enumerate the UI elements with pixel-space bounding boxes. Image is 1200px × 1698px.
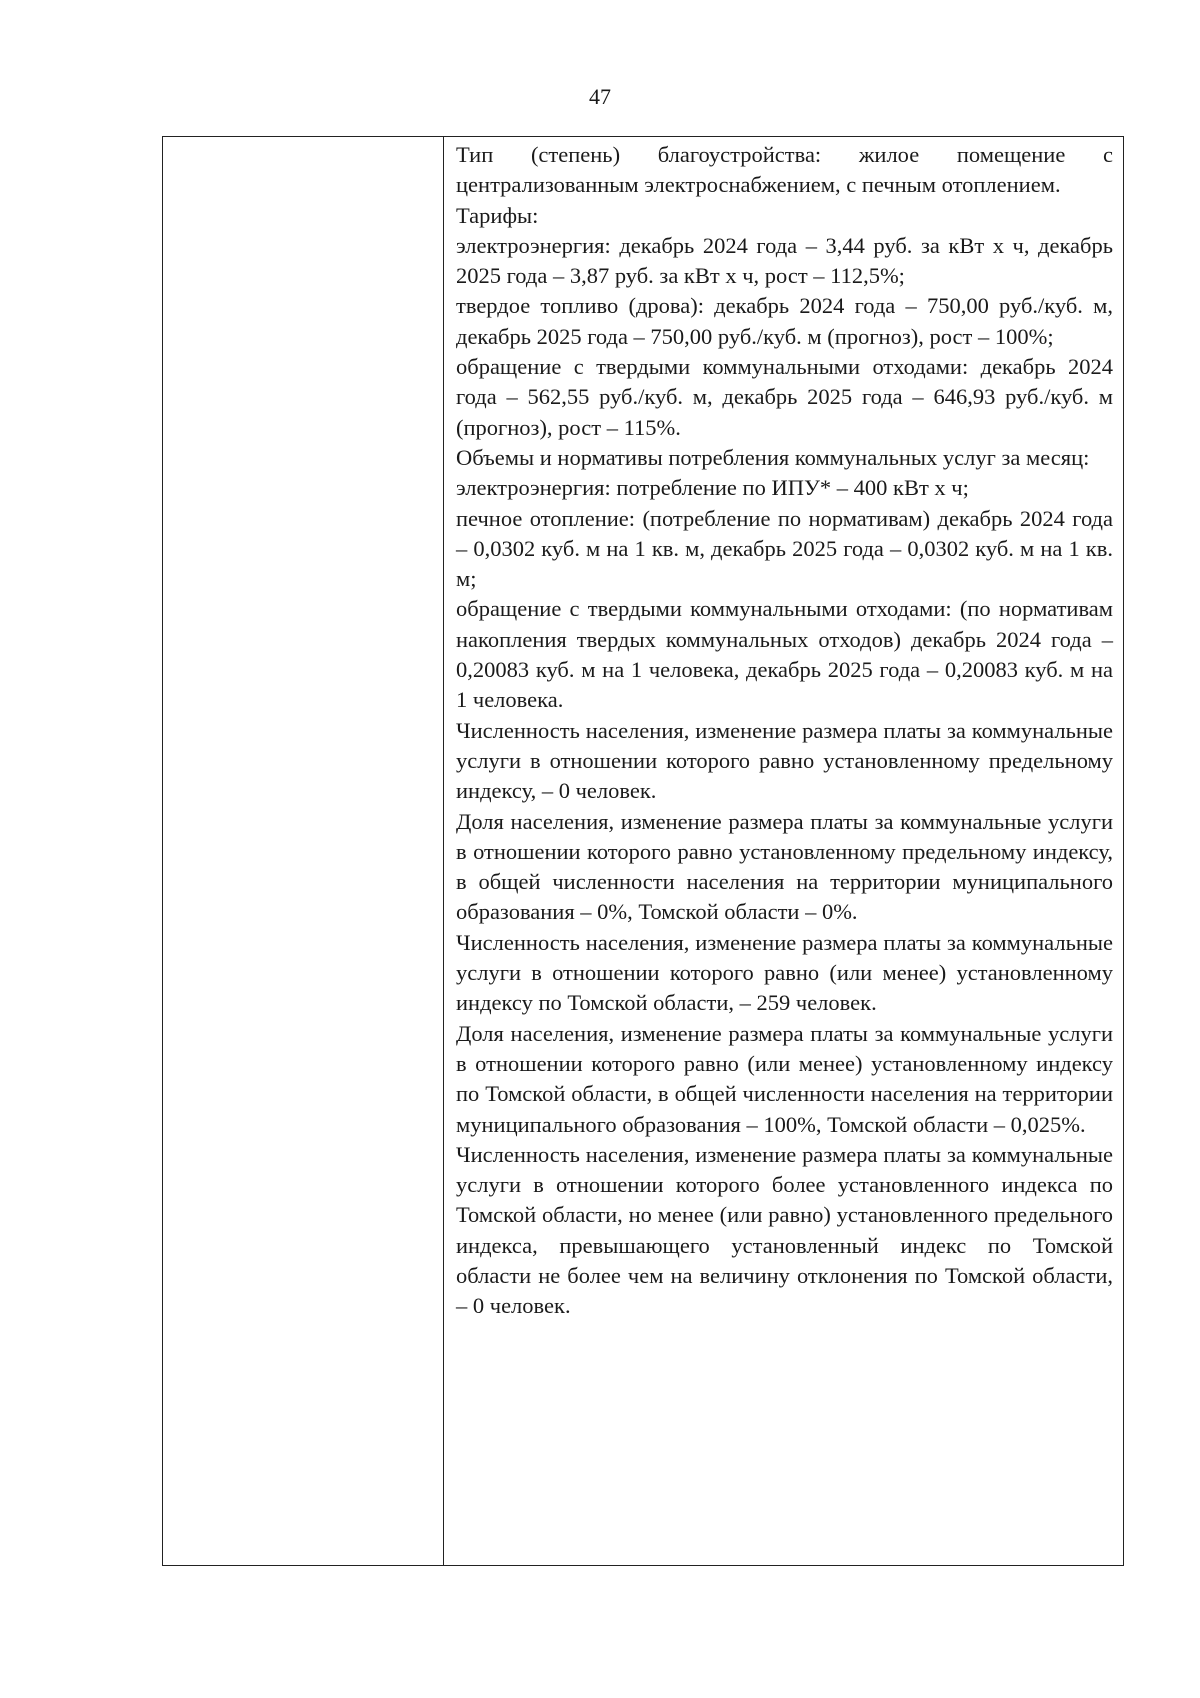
- page-number: 47: [589, 84, 611, 109]
- paragraph-population-below-index: Численность населения, изменение размера платы за коммунальные услуги в отношении которого равно (или менее) установленному индексу по Томской области, – 259 человек.: [456, 929, 1113, 1016]
- paragraph-amenity-type: Тип (степень) благоустройства: жилое помещение с централизованным электроснабжением, с печным отоплением.: [456, 142, 1113, 198]
- document-table: [162, 136, 1124, 1566]
- paragraph-share-equal-limit: Доля населения, изменение размера платы за коммунальные услуги в отношении которого равно установленному предельному индексу, в общей численности населения на территории муниципального образования – 0%, Томской области – 0%.: [456, 808, 1113, 925]
- paragraph-tariff-waste: обращение с твердыми коммунальными отходами: декабрь 2024 года – 562,55 руб./куб. м, декабрь 2025 года – 646,93 руб./куб. м (прогноз), рост – 115%.: [456, 354, 1113, 440]
- paragraph-tariff-electricity: электроэнергия: декабрь 2024 года – 3,44 руб. за кВт х ч, декабрь 2025 года – 3,87 руб. за кВт х ч, рост – 112,5%;: [456, 232, 1113, 289]
- paragraph-share-below-index: Доля населения, изменение размера платы за коммунальные услуги в отношении которого равно (или менее) установленному индексу по Томской области, в общей численности населения на территории муниципального образования – 100%, Томской области – 0,025%.: [456, 1020, 1113, 1137]
- paragraph-population-equal-limit: Численность населения, изменение размера платы за коммунальные услуги в отношении которого равно установленному предельному индексу, – 0 человек.: [456, 717, 1113, 804]
- paragraph-volume-waste: обращение с твердыми коммунальными отходами: (по нормативам накопления твердых коммунальных отходов) декабрь 2024 года – 0,20083 куб. м на 1 человека, декабрь 2025 года – 0,20083 куб. м на 1 человека.: [456, 596, 1113, 713]
- paragraph-volume-stove-heating: печное отопление: (потребление по нормативам) декабрь 2024 года – 0,0302 куб. м на 1 кв. м, декабрь 2025 года – 0,0302 куб. м на 1 кв. м;: [456, 505, 1113, 592]
- paragraph-volume-electricity: электроэнергия: потребление по ИПУ* – 400 кВт х ч;: [456, 475, 969, 501]
- paragraph-population-above-index: Численность населения, изменение размера платы за коммунальные услуги в отношении которого более установленного индекса по Томской области, но менее (или равно) установленного предельного индекса, превышающего установленный индекс по Томской области не более чем на величину отклонения по Томской области, – 0 человек.: [456, 1141, 1113, 1319]
- paragraph-tariff-solid-fuel: твердое топливо (дрова): декабрь 2024 года – 750,00 руб./куб. м, декабрь 2025 года – 750,00 руб./куб. м (прогноз), рост – 100%;: [456, 293, 1113, 349]
- paragraph-volumes-heading: Объемы и нормативы потребления коммунальных услуг за месяц:: [456, 444, 1090, 470]
- table-cell-left-empty: [163, 137, 444, 1565]
- paragraph-tariffs-heading: Тарифы:: [456, 202, 539, 228]
- table-cell-right-text: [444, 137, 1123, 1565]
